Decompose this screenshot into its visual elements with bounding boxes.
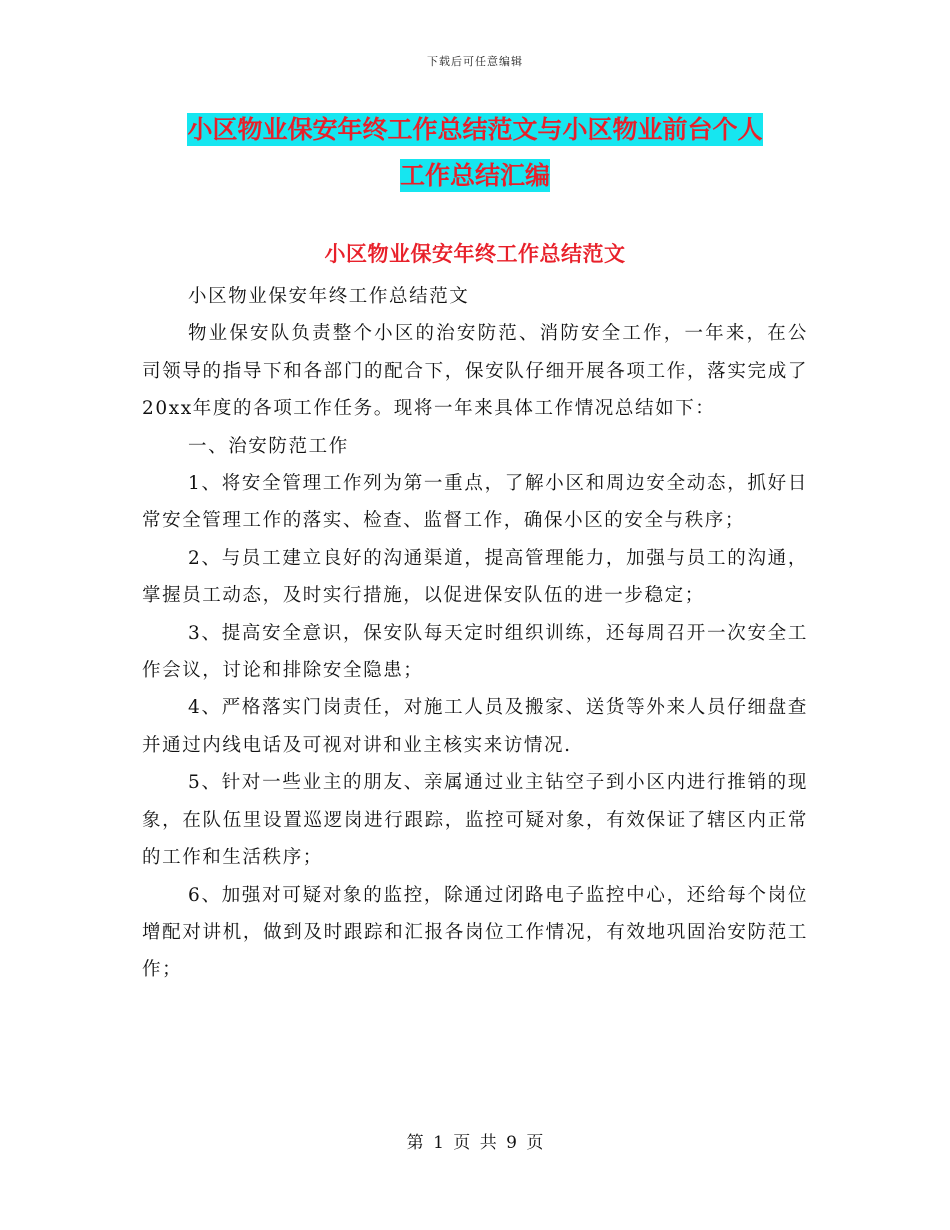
- section-title: 小区物业保安年终工作总结范文: [324, 242, 626, 266]
- paragraph: 物业保安队负责整个小区的治安防范、消防安全工作，一年来，在公司领导的指导下和各部门的配合下，保安队仔细开展各项工作，落实完成了20xx年度的各项工作任务。现将一年来具体工作情况总结如下：: [142, 323, 808, 420]
- paragraph: 小区物业保安年终工作总结范文: [188, 286, 470, 307]
- paragraph: 2、与员工建立良好的沟通渠道，提高管理能力，加强与员工的沟通，掌握员工动态，及时实行措施，以促进保安队伍的进一步稳定；: [142, 547, 808, 607]
- paragraph: 4、严格落实门岗责任，对施工人员及搬家、送货等外来人员仔细盘查并通过内线电话及可视对讲和业主核实来访情况.: [142, 697, 808, 756]
- paragraph: 1、将安全管理工作列为第一重点，了解小区和周边安全动态，抓好日常安全管理工作的落实、检查、监督工作，确保小区的安全与秩序；: [142, 473, 808, 532]
- paragraph: 6、加强对可疑对象的监控，除通过闭路电子监控中心，还给每个岗位增配对讲机，做到及时跟踪和汇报各岗位工作情况，有效地巩固治安防范工作；: [142, 884, 808, 981]
- page-footer: 第 1 页 共 9 页: [406, 1133, 544, 1153]
- document-body: [142, 278, 808, 989]
- paragraph: 5、针对一些业主的朋友、亲属通过业主钻空子到小区内进行推销的现象，在队伍里设置巡逻岗进行跟踪，监控可疑对象，有效保证了辖区内正常的工作和生活秩序；: [142, 772, 808, 869]
- document-title-line-1: [140, 106, 810, 154]
- paragraph: 一、治安防范工作: [188, 435, 349, 457]
- document-title-line-2: [140, 152, 810, 200]
- paragraph: 3、提高安全意识，保安队每天定时组织训练，还每周召开一次安全工作会议，讨论和排除安全隐患；: [142, 622, 808, 682]
- document-title-text-2: 工作总结汇编: [399, 161, 550, 190]
- document-title-text-1: 小区物业保安年终工作总结范文与小区物业前台个人: [187, 115, 763, 144]
- header-note: 下载后可任意编辑: [427, 55, 523, 68]
